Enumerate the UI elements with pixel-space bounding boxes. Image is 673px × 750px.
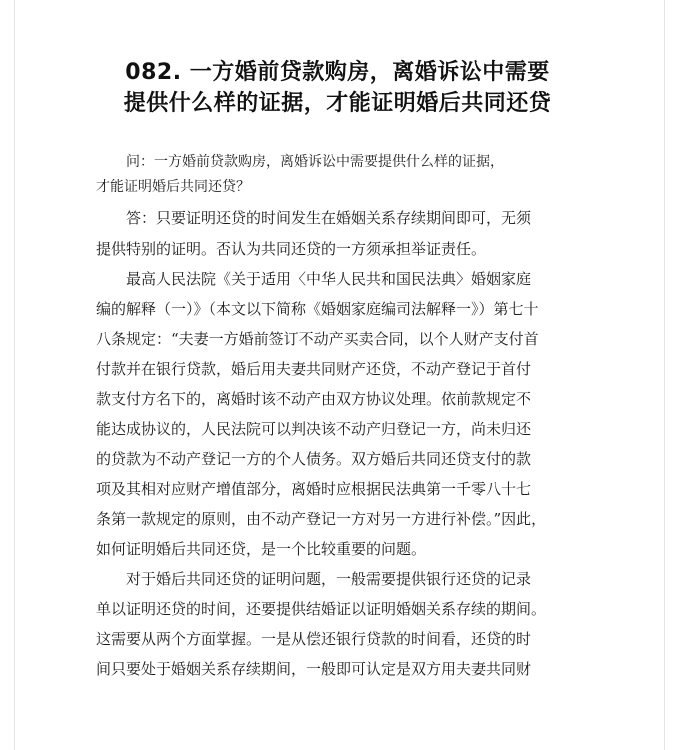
paragraph-1-line: 八条规定：“夫妻一方婚前签订不动产买卖合同，以个人财产支付首 <box>96 330 539 348</box>
paragraph-1-line: 款支付方名下的，离婚时该不动产由双方协议处理。依前款规定不 <box>96 390 532 408</box>
paragraph-1-line: 编的解释（一）》（本文以下简称《婚姻家庭编司法解释一》）第七十 <box>96 300 539 318</box>
page-edge-right <box>664 0 665 750</box>
paragraph-1-line: 的贷款为不动产登记一方的个人债务。双方婚后共同还贷支付的款 <box>96 450 532 468</box>
title-line-2: 提供什么样的证据，才能证明婚后共同还贷 <box>123 91 552 116</box>
paragraph-1-line: 能达成协议的，人民法院可以判决该不动产归登记一方，尚未归还 <box>96 420 532 438</box>
answer-line-1: 答：只要证明还贷的时间发生在婚姻关系存续期间即可，无须 <box>126 209 532 227</box>
paragraph-1-line: 项及其相对应财产增值部分，离婚时应根据民法典第一千零八十七 <box>96 480 532 498</box>
paragraph-2-line: 间只要处于婚姻关系存续期间，一般即可认定是双方用夫妻共同财 <box>96 660 532 678</box>
answer-line-2: 提供特别的证明。否认为共同还贷的一方须承担举证责任。 <box>96 240 487 258</box>
paragraph-2-line: 这需要从两个方面掌握。一是从偿还银行贷款的时间看，还贷的时 <box>96 630 532 648</box>
question-line-1: 问：一方婚前贷款购房，离婚诉讼中需要提供什么样的证据， <box>126 154 504 170</box>
page-edge-left <box>14 0 15 750</box>
title-line-1: 082. 一方婚前贷款购房，离婚诉讼中需要 <box>125 60 550 85</box>
paragraph-2-line: 单以证明还贷的时间，还要提供结婚证以证明婚姻关系存续的期间。 <box>96 600 547 618</box>
paragraph-1-line: 如何证明婚后共同还贷，是一个比较重要的问题。 <box>96 540 427 558</box>
paragraph-1-line: 最高人民法院《关于适用〈中华人民共和国民法典〉婚姻家庭 <box>126 270 532 288</box>
paragraph-1-line: 条第一款规定的原则，由不动产登记一方对另一方进行补偿。”因此， <box>96 510 547 528</box>
question-line-2: 才能证明婚后共同还贷？ <box>96 179 250 195</box>
paragraph-2-line: 对于婚后共同还贷的证明问题，一般需要提供银行还贷的记录 <box>126 570 532 588</box>
paragraph-1-line: 付款并在银行贷款，婚后用夫妻共同财产还贷，不动产登记于首付 <box>96 360 532 378</box>
